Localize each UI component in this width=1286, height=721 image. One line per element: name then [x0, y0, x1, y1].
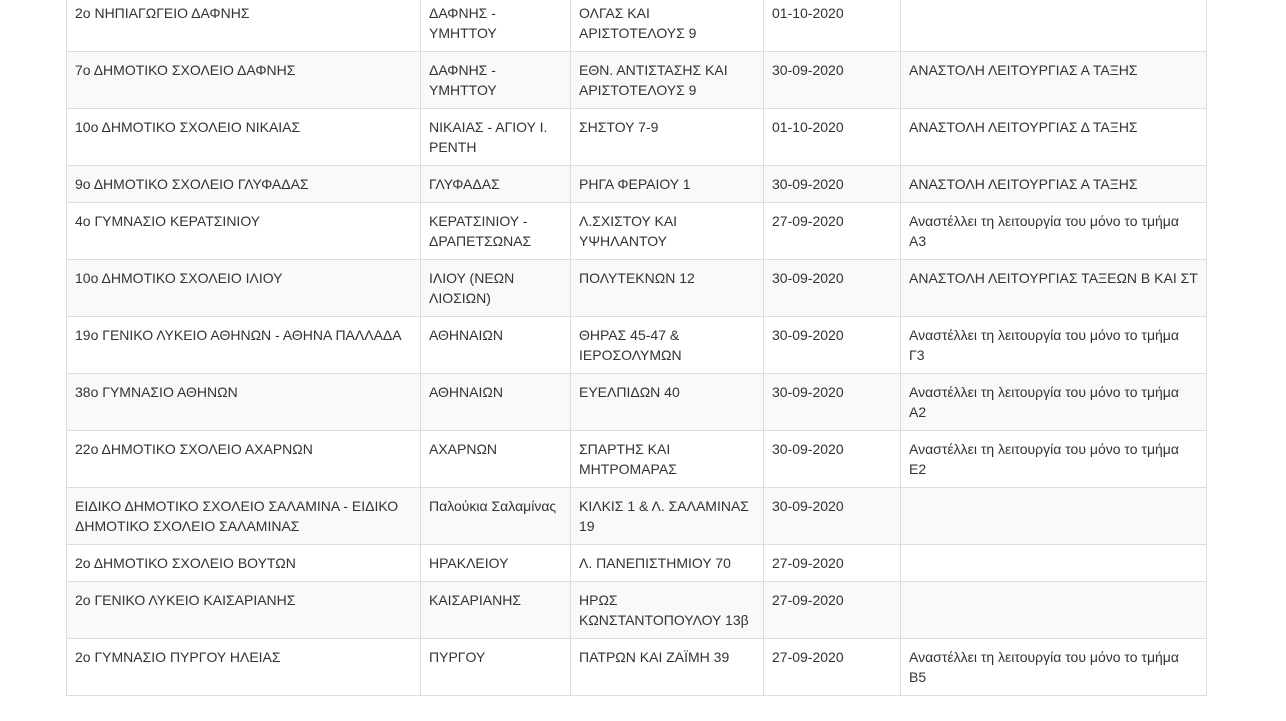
address-cell: ΠΟΛΥΤΕΚΝΩΝ 12: [571, 260, 764, 317]
note-cell: [901, 545, 1207, 582]
address-cell: ΚΙΛΚΙΣ 1 & Λ. ΣΑΛΑΜΙΝΑΣ 19: [571, 488, 764, 545]
date-cell: 30-09-2020: [764, 52, 901, 109]
area-cell: Παλούκια Σαλαμίνας: [421, 488, 571, 545]
table-row: [67, 109, 1207, 166]
date-cell: 27-09-2020: [764, 545, 901, 582]
school-name-cell: 10ο ΔΗΜΟΤΙΚΟ ΣΧΟΛΕΙΟ ΝΙΚΑΙΑΣ: [67, 109, 421, 166]
area-cell: ΑΧΑΡΝΩΝ: [421, 431, 571, 488]
note-cell: [901, 582, 1207, 639]
date-cell: 01-10-2020: [764, 0, 901, 52]
note-cell: ΑΝΑΣΤΟΛΗ ΛΕΙΤΟΥΡΓΙΑΣ ΤΑΞΕΩΝ Β ΚΑΙ ΣΤ: [901, 260, 1207, 317]
date-cell: 30-09-2020: [764, 431, 901, 488]
school-name-cell: 2ο ΔΗΜΟΤΙΚΟ ΣΧΟΛΕΙΟ ΒΟΥΤΩΝ: [67, 545, 421, 582]
address-cell: Λ.ΣΧΙΣΤΟΥ ΚΑΙ ΥΨΗΛΑΝΤΟΥ: [571, 203, 764, 260]
note-cell: Αναστέλλει τη λειτουργία του μόνο το τμήμα Ε2: [901, 431, 1207, 488]
area-cell: ΔΑΦΝΗΣ - ΥΜΗΤΤΟΥ: [421, 52, 571, 109]
date-cell: 27-09-2020: [764, 582, 901, 639]
school-name-cell: 10ο ΔΗΜΟΤΙΚΟ ΣΧΟΛΕΙΟ ΙΛΙΟΥ: [67, 260, 421, 317]
school-name-cell: 9ο ΔΗΜΟΤΙΚΟ ΣΧΟΛΕΙΟ ΓΛΥΦΑΔΑΣ: [67, 166, 421, 203]
table-row: [67, 0, 1207, 52]
address-cell: ΗΡΩΣ ΚΩΝΣΤΑΝΤΟΠΟΥΛΟΥ 13β: [571, 582, 764, 639]
area-cell: ΚΕΡΑΤΣΙΝΙΟΥ - ΔΡΑΠΕΤΣΩΝΑΣ: [421, 203, 571, 260]
school-name-cell: 19ο ΓΕΝΙΚΟ ΛΥΚΕΙΟ ΑΘΗΝΩΝ - ΑΘΗΝΑ ΠΑΛΛΑΔΑ: [67, 317, 421, 374]
address-cell: ΟΛΓΑΣ ΚΑΙ ΑΡΙΣΤΟΤΕΛΟΥΣ 9: [571, 0, 764, 52]
table-row: [67, 488, 1207, 545]
date-cell: 30-09-2020: [764, 374, 901, 431]
table-row: [67, 52, 1207, 109]
note-cell: [901, 0, 1207, 52]
address-cell: ΕΘΝ. ΑΝΤΙΣΤΑΣΗΣ ΚΑΙ ΑΡΙΣΤΟΤΕΛΟΥΣ 9: [571, 52, 764, 109]
note-cell: Αναστέλλει τη λειτουργία του μόνο το τμήμα Α2: [901, 374, 1207, 431]
date-cell: 27-09-2020: [764, 203, 901, 260]
address-cell: ΠΑΤΡΩΝ ΚΑΙ ΖΑΪΜΗ 39: [571, 639, 764, 696]
note-cell: Αναστέλλει τη λειτουργία του μόνο το τμήμα Β5: [901, 639, 1207, 696]
address-cell: ΕΥΕΛΠΙΔΩΝ 40: [571, 374, 764, 431]
date-cell: 30-09-2020: [764, 317, 901, 374]
address-cell: ΘΗΡΑΣ 45-47 & ΙΕΡΟΣΟΛΥΜΩΝ: [571, 317, 764, 374]
address-cell: Λ. ΠΑΝΕΠΙΣΤΗΜΙΟΥ 70: [571, 545, 764, 582]
note-cell: ΑΝΑΣΤΟΛΗ ΛΕΙΤΟΥΡΓΙΑΣ Α ΤΑΞΗΣ: [901, 166, 1207, 203]
school-name-cell: 22ο ΔΗΜΟΤΙΚΟ ΣΧΟΛΕΙΟ ΑΧΑΡΝΩΝ: [67, 431, 421, 488]
table-row: [67, 166, 1207, 203]
table-row: [67, 203, 1207, 260]
school-name-cell: 2ο ΓΥΜΝΑΣΙΟ ΠΥΡΓΟΥ ΗΛΕΙΑΣ: [67, 639, 421, 696]
address-cell: ΡΗΓΑ ΦΕΡΑΙΟΥ 1: [571, 166, 764, 203]
area-cell: ΙΛΙΟΥ (ΝΕΩΝ ΛΙΟΣΙΩΝ): [421, 260, 571, 317]
school-name-cell: 38ο ΓΥΜΝΑΣΙΟ ΑΘΗΝΩΝ: [67, 374, 421, 431]
area-cell: ΑΘΗΝΑΙΩΝ: [421, 317, 571, 374]
note-cell: Αναστέλλει τη λειτουργία του μόνο το τμήμα Γ3: [901, 317, 1207, 374]
area-cell: ΗΡΑΚΛΕΙΟΥ: [421, 545, 571, 582]
date-cell: 30-09-2020: [764, 488, 901, 545]
table-body: [67, 0, 1207, 696]
date-cell: 01-10-2020: [764, 109, 901, 166]
table-row: [67, 260, 1207, 317]
area-cell: ΓΛΥΦΑΔΑΣ: [421, 166, 571, 203]
address-cell: ΣΠΑΡΤΗΣ ΚΑΙ ΜΗΤΡΟΜΑΡΑΣ: [571, 431, 764, 488]
date-cell: 27-09-2020: [764, 639, 901, 696]
school-name-cell: 2ο ΝΗΠΙΑΓΩΓΕΙΟ ΔΑΦΝΗΣ: [67, 0, 421, 52]
note-cell: ΑΝΑΣΤΟΛΗ ΛΕΙΤΟΥΡΓΙΑΣ Α ΤΑΞΗΣ: [901, 52, 1207, 109]
area-cell: ΠΥΡΓΟΥ: [421, 639, 571, 696]
note-cell: [901, 488, 1207, 545]
area-cell: ΑΘΗΝΑΙΩΝ: [421, 374, 571, 431]
date-cell: 30-09-2020: [764, 260, 901, 317]
table-row: [67, 639, 1207, 696]
school-name-cell: ΕΙΔΙΚΟ ΔΗΜΟΤΙΚΟ ΣΧΟΛΕΙΟ ΣΑΛΑΜΙΝΑ - ΕΙΔΙΚΟ ΔΗΜΟΤΙΚΟ ΣΧΟΛΕΙΟ ΣΑΛΑΜΙΝΑΣ: [67, 488, 421, 545]
address-cell: ΣΗΣΤΟΥ 7-9: [571, 109, 764, 166]
table-row: [67, 317, 1207, 374]
area-cell: ΚΑΙΣΑΡΙΑΝΗΣ: [421, 582, 571, 639]
area-cell: ΔΑΦΝΗΣ - ΥΜΗΤΤΟΥ: [421, 0, 571, 52]
table-row: [67, 582, 1207, 639]
note-cell: ΑΝΑΣΤΟΛΗ ΛΕΙΤΟΥΡΓΙΑΣ Δ ΤΑΞΗΣ: [901, 109, 1207, 166]
area-cell: ΝΙΚΑΙΑΣ - ΑΓΙΟΥ Ι. ΡΕΝΤΗ: [421, 109, 571, 166]
school-name-cell: 4ο ΓΥΜΝΑΣΙΟ ΚΕΡΑΤΣΙΝΙΟΥ: [67, 203, 421, 260]
school-name-cell: 2ο ΓΕΝΙΚΟ ΛΥΚΕΙΟ ΚΑΙΣΑΡΙΑΝΗΣ: [67, 582, 421, 639]
note-cell: Αναστέλλει τη λειτουργία του μόνο το τμήμα Α3: [901, 203, 1207, 260]
table-row: [67, 545, 1207, 582]
school-name-cell: 7ο ΔΗΜΟΤΙΚΟ ΣΧΟΛΕΙΟ ΔΑΦΝΗΣ: [67, 52, 421, 109]
date-cell: 30-09-2020: [764, 166, 901, 203]
table-row: [67, 374, 1207, 431]
school-closures-table: [66, 0, 1207, 696]
table-row: [67, 431, 1207, 488]
